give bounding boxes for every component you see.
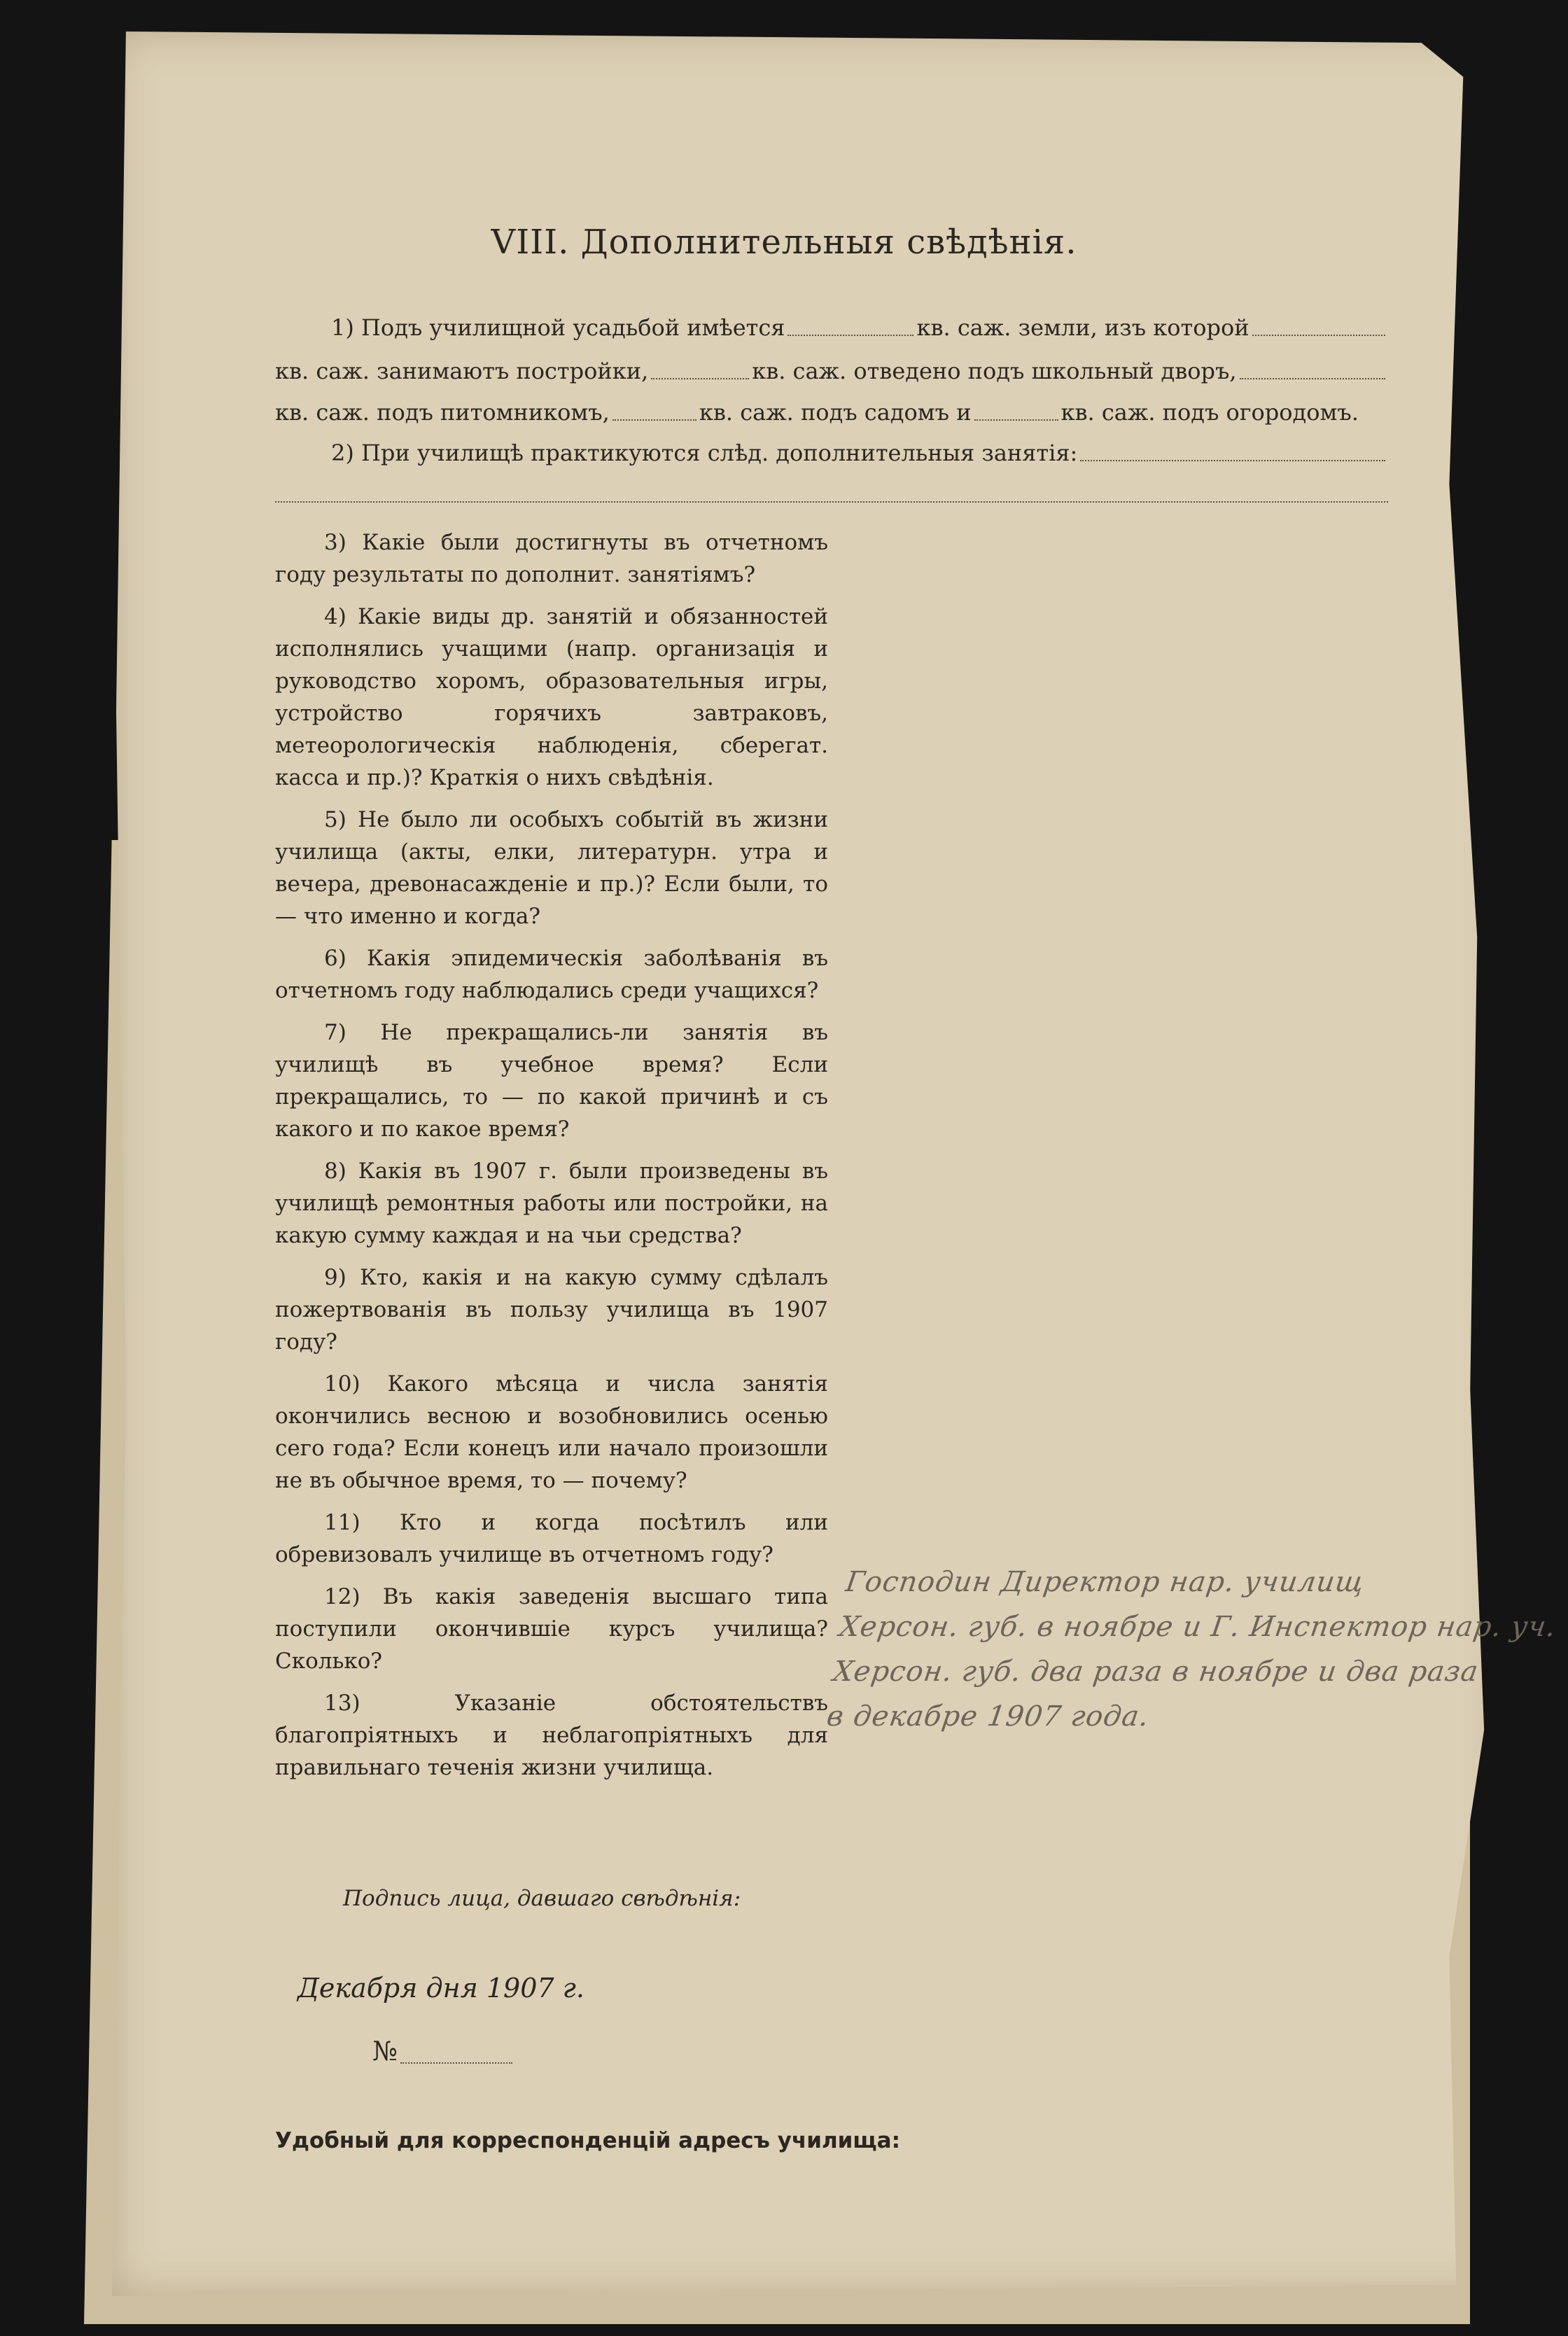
question-5: 5) Не было ли особыхъ событій въ жизни училища (акты, елки, литературн. утра и вечера, древонасажденіе и пр.)? Если были, то — что именно и когда? (275, 807, 828, 929)
question-12: 12) Въ какія заведенія высшаго типа поступили окончившіе курсъ училища? Сколько? (275, 1584, 828, 1674)
question-8: 8) Какія въ 1907 г. были произведены въ училищѣ ремонтныя работы или постройки, на какую сумму каждая и на чьи средства? (275, 1159, 828, 1248)
handwritten-answer (824, 1560, 1559, 1739)
text: 1) Подъ училищной усадьбой имѣется (331, 314, 785, 341)
date-line: Декабря дня 1907 г. (298, 1973, 584, 2003)
text: кв. саж. подъ огородомъ. (1060, 399, 1359, 426)
question-10: 10) Какого мѣсяца и числа занятія окончились весною и возобновились осенью сего года? Если конецъ или начало произошли не въ обычное время, то — почему? (275, 1371, 828, 1493)
blank-field[interactable] (974, 419, 1058, 421)
blank-field[interactable] (1252, 334, 1385, 336)
number-label: № (372, 2036, 398, 2066)
blank-field-line[interactable] (275, 501, 1388, 503)
item-1-line-1 (275, 316, 1388, 339)
handwritten-line: Господин Директор нар. училищ (844, 1566, 1366, 1598)
question-9: 9) Кто, какія и на какую сумму сдѣлалъ пожертвованія въ пользу училища въ 1907 году? (275, 1265, 828, 1355)
item-1-line-3 (275, 401, 1388, 424)
question-13: 13) Указаніе обстоятельствъ благопріятныхъ и неблагопріятныхъ для правильнаго теченія жизни училища. (275, 1691, 828, 1780)
handwritten-line: в декабре 1907 года. (825, 1700, 1152, 1733)
item-2-line (275, 442, 1388, 464)
number-field (372, 2036, 515, 2066)
blank-field[interactable] (651, 378, 749, 379)
section-title: VIII. Дополнительныя свѣдѣнія. (491, 223, 1077, 262)
blank-field[interactable] (1240, 377, 1385, 379)
text: кв. саж. занимаютъ постройки, (275, 358, 649, 384)
number-blank[interactable] (400, 2062, 512, 2064)
text: кв. саж. подъ садомъ и (699, 399, 972, 426)
handwritten-line: Херсон. губ. два раза в ноябре и два раза (831, 1656, 1481, 1688)
question-7: 7) Не прекращались-ли занятія въ училищѣ въ учебное время? Если прекращались, то — по какой причинѣ и съ какого и по какое время? (275, 1020, 828, 1142)
signature-label: Подпись лица, давшаго свѣдѣнія: (343, 1886, 741, 1911)
text: кв. саж. отведено подъ школьный дворъ, (752, 358, 1237, 384)
handwritten-line: Херсон. губ. в ноябре и Г. Инспектор нар. уч. (837, 1611, 1559, 1643)
blank-field[interactable] (1080, 459, 1385, 461)
question-3: 3) Какіе были достигнуты въ отчетномъ году результаты по дополнит. занятіямъ? (275, 530, 828, 587)
question-4: 4) Какіе виды др. занятій и обязанностей исполнялись учащими (напр. организація и руководство хоромъ, образовательныя игры, устройство горячихъ завтраковъ, метеорологическія наблюденія, сберегат. касса и пр.)? Краткія о нихъ свѣдѣнія. (275, 604, 828, 790)
question-11: 11) Кто и когда посѣтилъ или обревизовалъ училище въ отчетномъ году? (275, 1510, 828, 1567)
text: кв. саж. подъ питомникомъ, (275, 399, 610, 426)
item-1-line-2 (275, 360, 1388, 382)
text: 2) При училищѣ практикуются слѣд. дополнительныя занятія: (331, 440, 1078, 466)
question-6: 6) Какія эпидемическія заболѣванія въ отчетномъ году наблюдались среди учащихся? (275, 946, 828, 1003)
text: кв. саж. земли, изъ которой (916, 314, 1250, 341)
blank-field[interactable] (788, 335, 913, 336)
blank-field[interactable] (612, 419, 696, 421)
address-label: Удобный для корреспонденцій адресъ училища: (275, 2128, 900, 2153)
question-list (275, 526, 828, 1793)
